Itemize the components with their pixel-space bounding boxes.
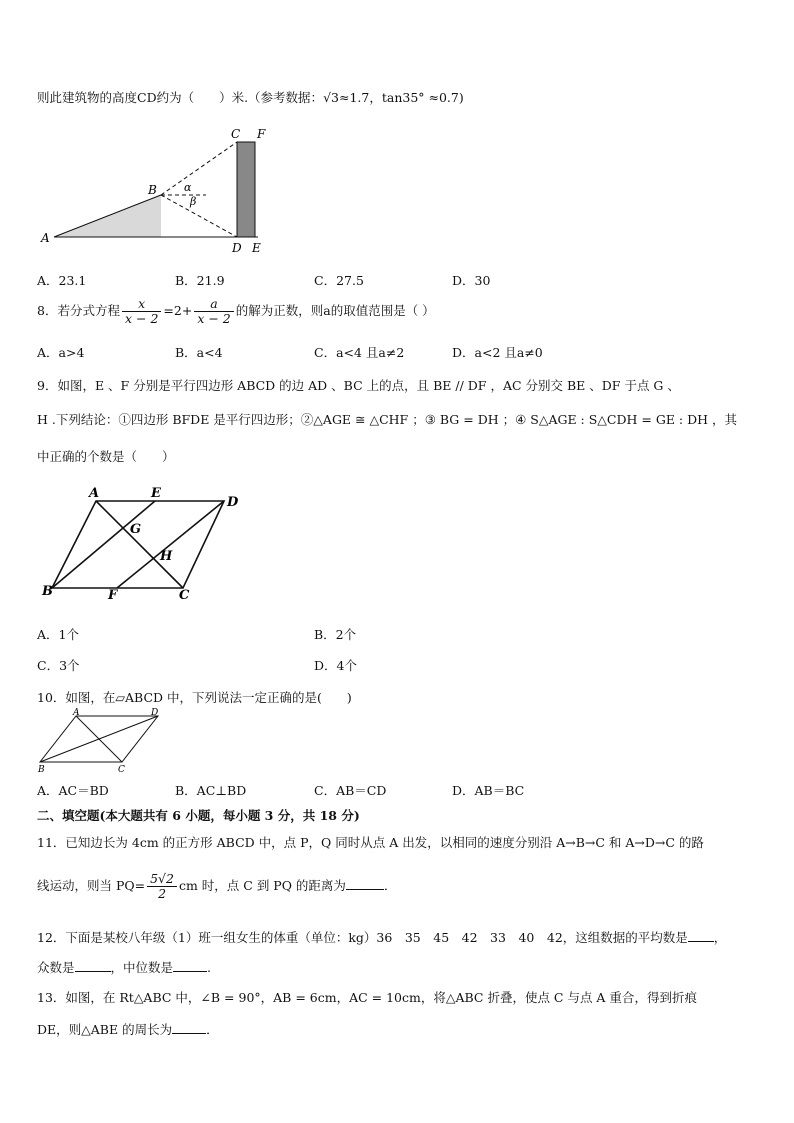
q12-mode-blank[interactable] xyxy=(75,959,111,972)
q10-figure xyxy=(36,708,166,774)
q9-stem-line3: 中正确的个数是（ ） xyxy=(37,449,175,464)
q7-building xyxy=(237,142,255,237)
q9-option-d: D．4个 xyxy=(314,658,357,673)
q9-label-a: A xyxy=(89,486,100,501)
q7-label-e: E xyxy=(252,241,261,255)
q10-option-a: A．AC＝BD xyxy=(37,783,109,798)
q7-label-d: D xyxy=(232,241,242,255)
q8-option-b: B．a<4 xyxy=(175,345,223,360)
q9-label-g: G xyxy=(130,522,142,537)
q10-label-c: C xyxy=(118,765,125,774)
q9-parallelogram xyxy=(52,501,224,588)
q8-fraction-1: $\frac{x}{x - 2}$ xyxy=(122,297,161,326)
q9-label-f: F xyxy=(108,588,118,603)
q12-mean-blank[interactable] xyxy=(688,929,714,942)
q10-label-b: B xyxy=(38,765,45,774)
q12-median-blank[interactable] xyxy=(173,959,207,972)
q7-stem-tail: 则此建筑物的高度CD约为（ ）米.（参考数据：√3≈1.7，tan35° ≈0.7) xyxy=(37,90,464,105)
q13-answer-blank[interactable] xyxy=(172,1021,206,1034)
q8-fraction-2: $\frac{a}{x - 2}$ xyxy=(194,297,233,326)
q7-label-alpha: α xyxy=(184,181,192,194)
q12-stem-line1: 12．下面是某校八年级（1）班一组女生的体重（单位：kg）36 35 45 42 33 40 42，这组数据的平均数是 ， xyxy=(37,930,727,945)
q13-stem-line2: DE，则△ABE 的周长为 ． xyxy=(37,1022,219,1037)
q7-label-f: F xyxy=(257,127,266,141)
sqrt3-symbol: √3 xyxy=(323,90,339,105)
q7-label-beta: β xyxy=(190,195,197,208)
q10-label-d: D xyxy=(151,708,159,718)
q11-fraction: $\frac{5√2}{2}$ xyxy=(147,872,177,901)
q11-stem-line1: 11．已知边长为 4cm 的正方形 ABCD 中，点 P，Q 同时从点 A 出发，以相同的速度分别沿 A→B→C 和 A→D→C 的路 xyxy=(37,835,704,850)
q9-figure xyxy=(38,485,248,605)
q9-option-b: B．2个 xyxy=(314,627,357,642)
q8-option-c: C．a<4 且a≠2 xyxy=(314,345,405,360)
q10-option-c: C．AB＝CD xyxy=(314,783,387,798)
q10-option-b: B．AC⊥BD xyxy=(175,783,247,798)
q11-stem-line2: 线运动，则当 PQ= $\frac{5√2}{2}$ cm 时，点 C 到 PQ 的距离为 ． xyxy=(37,871,397,901)
q9-label-b: B xyxy=(42,584,53,599)
q11-answer-blank[interactable] xyxy=(346,877,384,890)
q7-label-a: A xyxy=(41,231,50,245)
q9-label-c: C xyxy=(179,588,190,603)
q10-option-d: D．AB＝BC xyxy=(452,783,525,798)
q13-stem-line1: 13．如图，在 Rt△ABC 中，∠B = 90°，AB = 6cm，AC = 10cm，将△ABC 折叠，使点 C 与点 A 重合，得到折痕 xyxy=(37,990,697,1005)
q7-label-c: C xyxy=(231,127,241,141)
q7-label-b: B xyxy=(148,183,157,197)
q8-option-a: A．a>4 xyxy=(37,345,85,360)
q8-stem: 8．若分式方程 $\frac{x}{x - 2}$ =2+ $\frac{a}{x - 2}$ 的解为正数，则a的取值范围是（ ） xyxy=(37,296,435,326)
q7-option-b: B．21.9 xyxy=(175,273,225,288)
q7-option-c: C．27.5 xyxy=(314,273,364,288)
q12-stem-line2: 众数是 ，中位数是 . xyxy=(37,960,212,975)
q10-label-a: A xyxy=(73,708,80,718)
q9-stem-line1: 9．如图，E 、F 分别是平行四边形 ABCD 的边 AD 、BC 上的点，且 BE // DF ，AC 分别交 BE 、DF 于点 G 、 xyxy=(37,378,680,393)
q9-label-e: E xyxy=(151,486,161,501)
q10-stem: 10．如图，在▱ABCD 中，下列说法一定正确的是( ) xyxy=(37,690,352,705)
q7-line-bd xyxy=(161,195,237,237)
q9-option-c: C．3个 xyxy=(37,658,80,673)
q7-figure xyxy=(36,122,286,257)
q9-option-a: A．1个 xyxy=(37,627,79,642)
q9-label-d: D xyxy=(227,495,239,510)
q7-line-bc xyxy=(161,142,237,195)
q9-label-h: H xyxy=(160,549,173,564)
q7-option-d: D．30 xyxy=(452,273,491,288)
q8-option-d: D．a<2 且a≠0 xyxy=(452,345,543,360)
q9-stem-line2: H .下列结论：①四边形 BFDE 是平行四边形；②△AGE ≅ △CHF ；③ BG = DH ；④ S△AGE : S△CDH = GE : DH ，其 xyxy=(37,412,737,427)
section-fill-in-heading: 二、填空题(本大题共有 6 小题，每小题 3 分，共 18 分) xyxy=(37,808,360,823)
q7-option-a: A．23.1 xyxy=(37,273,87,288)
